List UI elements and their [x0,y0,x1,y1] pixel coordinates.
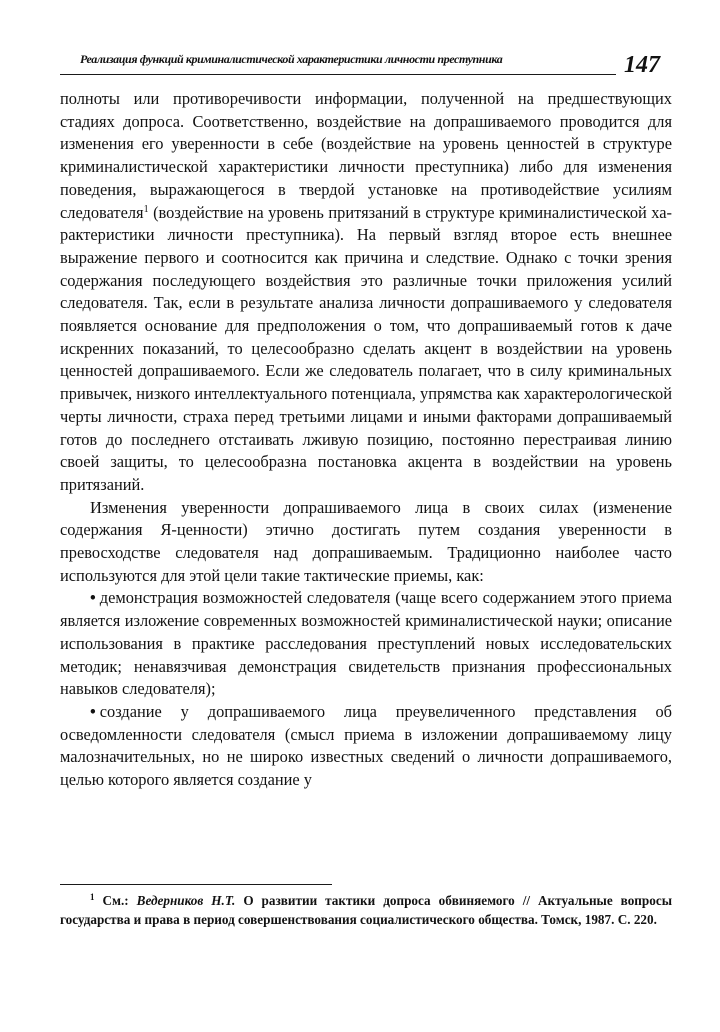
bullet-item-1-text: демонстрация возможностей следователя (чаще всего содержанием этого приема является изложение современных возможностей криминалистической науки; описание использования в практике расследования преступлений новых исследовательских методик; ненавязчивая демонстрация свидетельств признания профессиональных навыков следователя); [60,588,672,699]
footnote-author: Ведерников Н.Т. [136,893,236,908]
bullet-icon: • [90,701,96,721]
running-title: Реализация функций криминалистической характеристики личности преступника [80,52,503,66]
footnote-divider [60,884,332,885]
page-number: 147 [624,52,660,78]
paragraph-1-text-a: полноты или противоречивости информации, полученной на предшествующих стадиях допроса. Соответственно, воздействие на допрашиваемого проводится для изменения его уверенности в себе (воздействие на уровень ценностей в структуре криминалистической характеристики личности преступника) либо для изменения поведения, выражающегося в твердой установке на противодействие усилиям следователя [60,89,672,222]
running-header [60,46,616,75]
footnote-citation: О развитии тактики допроса обвиняемого // Актуальные вопросы государства и права в период совершенствования социалистического общества. Томск, 1987. С. 220. [60,893,672,927]
footnote-text [60,892,672,929]
footnote-reference: 1 [143,203,149,215]
paragraph-1-text-b: (воздействие на уровень притязаний в структуре криминалистической характеристики личности преступника). На первый взгляд второе есть внешнее выражение первого и соотносится как причина и следствие. Однако с точки зрения содержания последующего воздействия это различные точки приложения усилий следователя. Так, если в результате анализа личности допрашиваемого у следователя появляется основание для предположения о том, что допрашиваемый готов к даче искренних показаний, то целесообразно сделать акцент в воздействии на уровень ценностей допрашиваемого. Если же следователь полагает, что в силу криминальных привычек, низкого интеллектуального потенциала, упрямства как характерологической черты личности, страха перед третьими лицами и иными факторами допрашиваемый готов до последнего отстаивать лживую позицию, постоянно перестраивая линию своей защиты, то целесообразна постановка акцента в воздействии на уровень притязаний. [60,202,672,494]
bullet-item-2 [60,701,672,792]
footnote-number: 1 [90,892,95,902]
main-text [60,88,672,792]
footnote-prefix: См.: [94,893,137,908]
bullet-item-2-text: создание у допрашиваемого лица преувеличенного представления об осведомленности следователя (смысл приема в изложении допрашиваемому лицу малозначительных, но не широко известных сведений о личности допрашиваемого, целью которого является создание у [60,701,672,790]
bullet-icon: • [90,588,96,608]
bullet-item-1 [60,587,672,701]
paragraph-2: Изменения уверенности допрашиваемого лица в своих силах (изменение содержания Я-ценности) этично достигать путем создания уверенности в превосходстве следователя над допрашиваемым. Традиционно наиболее часто используются для этой цели такие тактические приемы, как: [60,497,672,585]
paragraph-1 [60,88,672,497]
footnote [60,892,672,929]
